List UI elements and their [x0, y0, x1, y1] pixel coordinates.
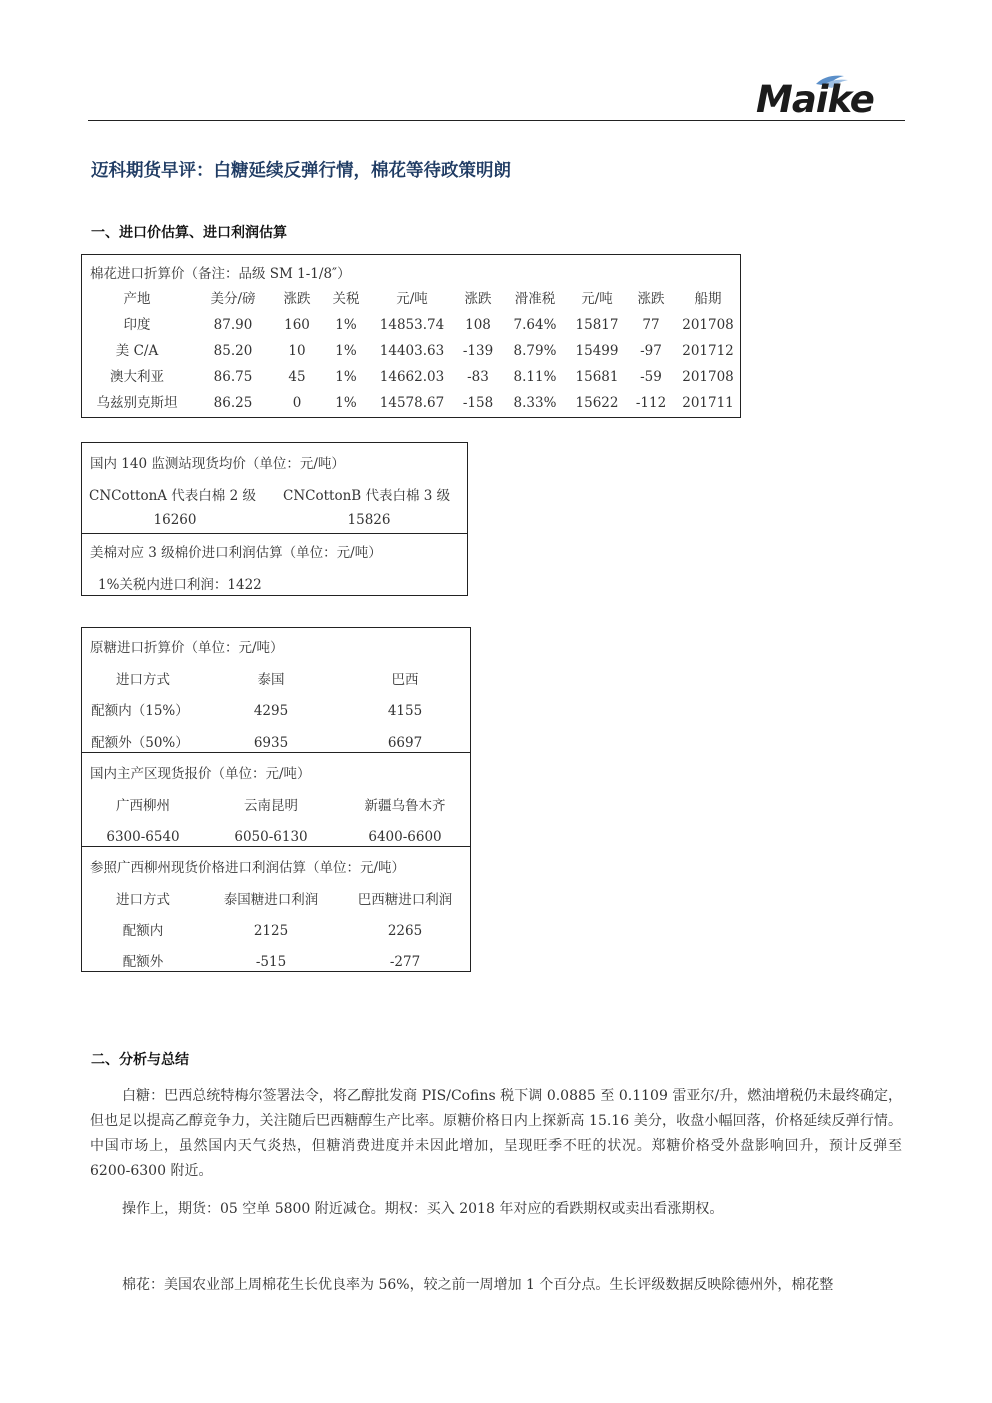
table-cell: 15817 [575, 317, 619, 333]
column-header: 产地 [123, 291, 151, 307]
table-cell: 1% [335, 369, 357, 385]
table-cell: 15681 [575, 369, 619, 385]
table-cell: 8.79% [513, 343, 557, 359]
table-cell: 0 [292, 395, 302, 411]
sugar-import-caption: 原糖进口折算价（单位：元/吨） [90, 640, 284, 656]
header-rule [88, 120, 905, 121]
table-cell: 86.75 [213, 369, 253, 385]
column-header: 滑准税 [514, 291, 556, 307]
cncottonb-label: CNCottonB 代表白棉 3 级 [283, 488, 451, 504]
table-cell: 澳大利亚 [110, 369, 164, 385]
table-cell: 1% [335, 395, 357, 411]
table-cell: 6400-6600 [368, 829, 442, 845]
column-header: 美分/磅 [210, 291, 256, 307]
divider [81, 533, 468, 534]
logo-text: Maike [756, 78, 874, 121]
column-header: 巴西 [391, 672, 419, 688]
section-heading-analysis: 二、分析与总结 [91, 1052, 189, 1068]
table-cell: -112 [635, 395, 667, 411]
table-cell: 4295 [253, 703, 289, 719]
table-cell: 15622 [575, 395, 619, 411]
column-header: 元/吨 [581, 291, 613, 307]
table-cell: 配额外（50%） [91, 735, 189, 751]
table-cell: -277 [389, 954, 421, 970]
table-cell: 14662.03 [379, 369, 445, 385]
paragraph: 操作上，期货：05 空单 5800 附近减仓。期权：买入 2018 年对应的看跌期权或卖出看涨期权。 [122, 1201, 724, 1217]
table-cell: -83 [467, 369, 489, 385]
table-cell: 7.64% [513, 317, 557, 333]
table-cell: 10 [288, 343, 306, 359]
column-header: 船期 [694, 291, 722, 307]
divider [81, 846, 471, 847]
column-header: 进口方式 [116, 672, 170, 688]
column-header: 涨跌 [637, 291, 665, 307]
page-title: 迈科期货早评：白糖延续反弹行情，棉花等待政策明朗 [91, 161, 511, 181]
table-cell: 配额内（15%） [91, 703, 189, 719]
analysis-operation [90, 1197, 902, 1222]
table-cell: 配额内 [122, 923, 164, 939]
table-cell: 108 [465, 317, 491, 333]
table-cell: 6935 [253, 735, 289, 751]
column-header: 泰国 [257, 672, 285, 688]
table-cell: -158 [462, 395, 494, 411]
table-cell: 77 [642, 317, 660, 333]
table-cell: 4155 [387, 703, 423, 719]
column-header: 关税 [332, 291, 360, 307]
divider [81, 752, 471, 753]
cncottona-value: 16260 [153, 512, 197, 528]
table-cell: 201708 [682, 317, 734, 333]
column-header: 涨跌 [464, 291, 492, 307]
table-cell: -97 [640, 343, 662, 359]
table-cell: 8.11% [513, 369, 557, 385]
table-caption: 国内 140 监测站现货均价（单位：元/吨） [90, 456, 345, 472]
table-cell: 14578.67 [379, 395, 445, 411]
column-header: 巴西糖进口利润 [357, 892, 453, 908]
table-caption: 棉花进口折算价（备注：品级 SM 1-1/8″） [90, 266, 351, 282]
section-heading-import: 一、进口价估算、进口利润估算 [91, 225, 287, 241]
table-cell: -515 [255, 954, 287, 970]
table-cell: 配额外 [122, 954, 164, 970]
table-cell: 印度 [123, 317, 151, 333]
column-header: 涨跌 [283, 291, 311, 307]
table-cell: 1% [335, 317, 357, 333]
table-cell: 45 [288, 369, 306, 385]
paragraph: 棉花：美国农业部上周棉花生长优良率为 56%，较之前一周增加 1 个百分点。生长评级数据反映除德州外，棉花整 [122, 1277, 834, 1293]
cncottonb-value: 15826 [347, 512, 391, 528]
profit-value: 1%关税内进口利润：1422 [98, 577, 262, 593]
table-cell: 6300-6540 [106, 829, 180, 845]
table-cell: 85.20 [213, 343, 253, 359]
table-cell: 2265 [387, 923, 423, 939]
table-cell: 14853.74 [379, 317, 445, 333]
table-cell: 14403.63 [379, 343, 445, 359]
column-header: 元/吨 [396, 291, 428, 307]
table-cell: 201712 [682, 343, 734, 359]
profit-caption: 美棉对应 3 级棉价进口利润估算（单位：元/吨） [90, 545, 382, 561]
table-cell: 6697 [387, 735, 423, 751]
column-header: 广西柳州 [116, 798, 170, 814]
table-cell: 87.90 [213, 317, 253, 333]
table-cell: 201708 [682, 369, 734, 385]
table-cell: 86.25 [213, 395, 253, 411]
sugar-profit-caption: 参照广西柳州现货价格进口利润估算（单位：元/吨） [90, 860, 406, 876]
table-cell: 2125 [253, 923, 289, 939]
table-cell: 15499 [575, 343, 619, 359]
table-cell: 乌兹别克斯坦 [96, 395, 178, 411]
table-cell: 201711 [682, 395, 734, 411]
table-cell: 1% [335, 343, 357, 359]
analysis-cotton [90, 1273, 902, 1298]
column-header: 泰国糖进口利润 [223, 892, 319, 908]
analysis-sugar [90, 1084, 902, 1184]
table-cell: 美 C/A [115, 343, 159, 359]
table-cell: 160 [284, 317, 310, 333]
table-cell: 6050-6130 [234, 829, 308, 845]
table-cell: 8.33% [513, 395, 557, 411]
column-header: 云南昆明 [244, 798, 298, 814]
sugar-spot-caption: 国内主产区现货报价（单位：元/吨） [90, 766, 311, 782]
cncottona-label: CNCottonA 代表白棉 2 级 [89, 488, 256, 504]
table-cell: -59 [640, 369, 662, 385]
maike-logo [756, 72, 888, 121]
paragraph: 白糖：巴西总统特梅尔签署法令，将乙醇批发商 PIS/Cofins 税下调 0.0885 至 0.1109 雷亚尔/升，燃油增税仍未最终确定，但也足以提高乙醇竞争力，关注随后巴西糖醇生产比率。原糖价格日内上探新高 15.16 美分，收盘小幅回落，价格延续反弹行情。中国市场上，虽然国内天气炎热，但糖消费进度并未因此增加，呈现旺季不旺的状况。郑糖价格受外盘影响回升，预计反弹至 6200-6300 附近。 [90, 1088, 902, 1179]
table-cell: -139 [462, 343, 494, 359]
column-header: 新疆乌鲁木齐 [364, 798, 446, 814]
column-header: 进口方式 [116, 892, 170, 908]
